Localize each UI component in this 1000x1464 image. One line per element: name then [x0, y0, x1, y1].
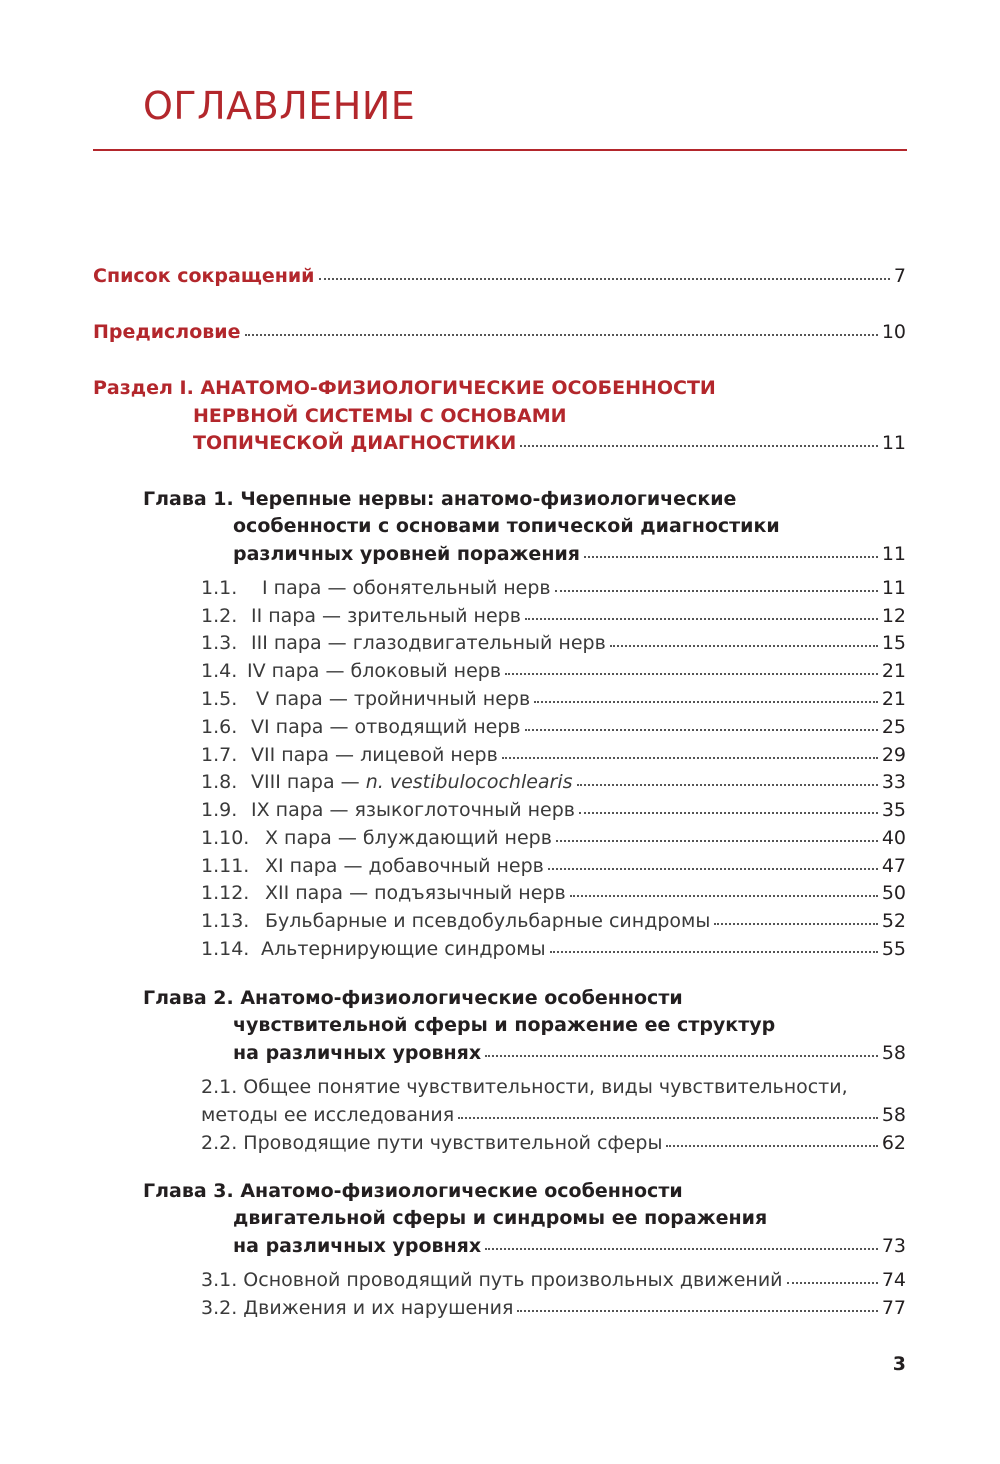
- toc-item-3-1[interactable]: [201, 1269, 906, 1291]
- toc-entry-chapter1[interactable]: [233, 543, 906, 565]
- toc-page-number: 77: [881, 1297, 906, 1319]
- leader-dots: [584, 556, 878, 558]
- toc-page-number: 11: [881, 432, 906, 454]
- leader-dots: [319, 278, 890, 280]
- leader-dots: [579, 812, 878, 814]
- leader-dots: [570, 895, 878, 897]
- toc-page-number: 74: [881, 1269, 906, 1291]
- toc-page-number: 21: [881, 688, 906, 710]
- toc-item-title: IV пара — блоковый нерв: [247, 660, 502, 682]
- toc-item-2-2[interactable]: [201, 1132, 906, 1154]
- toc-item-1-5[interactable]: [201, 688, 906, 710]
- toc-page-number: 11: [881, 577, 906, 599]
- toc-entry-chapter3[interactable]: [233, 1235, 906, 1257]
- toc-page-number: 25: [881, 716, 906, 738]
- toc-item-1-2[interactable]: [201, 605, 906, 627]
- toc-item-3-2[interactable]: [201, 1297, 906, 1319]
- toc-item-title: XII пара — подъязычный нерв: [265, 882, 566, 904]
- leader-dots: [666, 1145, 877, 1147]
- toc-page-number: 52: [881, 910, 906, 932]
- toc-page-number: 11: [881, 543, 906, 565]
- toc-item-title-latin: n. vestibulocochlearis: [365, 771, 573, 793]
- toc-page-number: 50: [881, 882, 906, 904]
- toc-item-number: 1.11.: [201, 855, 250, 877]
- toc-item-number: 1.10.: [201, 827, 250, 849]
- toc-item-title: IX пара — языкоглоточный нерв: [251, 799, 575, 821]
- leader-dots: [525, 729, 878, 731]
- toc-item-1-8[interactable]: [201, 771, 906, 793]
- toc-item-1-7[interactable]: [201, 744, 906, 766]
- toc-item-1-13[interactable]: [201, 910, 906, 932]
- toc-item-title: III пара — глазодвигательный нерв: [251, 632, 606, 654]
- leader-dots: [485, 1248, 878, 1250]
- toc-item-number: 1.12.: [201, 882, 250, 904]
- leader-dots: [525, 618, 878, 620]
- toc-item-title: X пара — блуждающий нерв: [265, 827, 552, 849]
- page-title: ОГЛАВЛЕНИЕ: [143, 84, 416, 128]
- toc-page-number: 58: [881, 1104, 906, 1126]
- toc-page-number: 58: [881, 1042, 906, 1064]
- leader-dots: [550, 951, 878, 953]
- leader-dots: [458, 1117, 878, 1119]
- toc-item-title: Бульбарные и псевдобульбарные синдромы: [265, 910, 711, 932]
- toc-entry-title: Предисловие: [93, 321, 241, 343]
- toc-item-title-prefix: VIII пара —: [251, 771, 366, 793]
- toc-item-number: 1.1.: [201, 577, 238, 599]
- toc-item-title: XI пара — добавочный нерв: [265, 855, 544, 877]
- toc-item-1-3[interactable]: [201, 632, 906, 654]
- toc-page-number: 33: [881, 771, 906, 793]
- chapter3-title-line3: на различных уровнях: [233, 1235, 482, 1257]
- page-number: 3: [892, 1353, 906, 1375]
- toc-item-number: 1.9.: [201, 799, 238, 821]
- toc-item-title: VII пара — лицевой нерв: [251, 744, 498, 766]
- section-title-line2[interactable]: НЕРВНОЙ СИСТЕМЫ С ОСНОВАМИ: [193, 405, 567, 427]
- toc-page-number: 29: [881, 744, 906, 766]
- toc-item-number: 1.3.: [201, 632, 238, 654]
- title-divider: [93, 149, 907, 151]
- toc-page-number: 73: [881, 1235, 906, 1257]
- leader-dots: [714, 923, 877, 925]
- chapter2-title-line3: на различных уровнях: [233, 1042, 482, 1064]
- toc-item-title: V пара — тройничный нерв: [256, 688, 531, 710]
- toc-item-number: 1.13.: [201, 910, 250, 932]
- toc-item-number: 1.2.: [201, 605, 238, 627]
- leader-dots: [520, 445, 877, 447]
- toc-page-number: 47: [881, 855, 906, 877]
- leader-dots: [485, 1055, 878, 1057]
- chapter3-title-line1[interactable]: Глава 3. Анатомо-физиологические особенности: [143, 1180, 683, 1202]
- leader-dots: [555, 590, 878, 592]
- toc-entry-section1[interactable]: [193, 432, 906, 454]
- chapter2-title-line2[interactable]: чувствительной сферы и поражение ее структур: [233, 1014, 776, 1036]
- toc-item-title: VI пара — отводящий нерв: [251, 716, 521, 738]
- toc-page-number: 15: [881, 632, 906, 654]
- toc-entry-title: Список сокращений: [93, 265, 315, 287]
- toc-page-number: 21: [881, 660, 906, 682]
- toc-item-1-11[interactable]: [201, 855, 906, 877]
- leader-dots: [502, 757, 878, 759]
- toc-page-number: 12: [881, 605, 906, 627]
- leader-dots: [505, 673, 878, 675]
- toc-item-title: 2.2. Проводящие пути чувствительной сферы: [201, 1132, 663, 1154]
- leader-dots: [610, 645, 878, 647]
- toc-item-number: 1.8.: [201, 771, 238, 793]
- toc-page-number: 35: [881, 799, 906, 821]
- toc-item-2-1-line1[interactable]: 2.1. Общее понятие чувствительности, виды чувствительности,: [201, 1076, 848, 1098]
- leader-dots: [517, 1310, 877, 1312]
- toc-page-number: 40: [881, 827, 906, 849]
- toc-item-1-4[interactable]: [201, 660, 906, 682]
- leader-dots: [556, 840, 878, 842]
- toc-item-number: 1.4.: [201, 660, 238, 682]
- leader-dots: [534, 701, 878, 703]
- toc-item-title: Альтернирующие синдромы: [261, 938, 546, 960]
- toc-item-1-1[interactable]: [201, 577, 906, 599]
- section-title-line1[interactable]: Раздел I. АНАТОМО-ФИЗИОЛОГИЧЕСКИЕ ОСОБЕННОСТИ: [93, 377, 716, 399]
- toc-item-number: 1.7.: [201, 744, 238, 766]
- section-title-line3: ТОПИЧЕСКОЙ ДИАГНОСТИКИ: [193, 432, 517, 454]
- toc-item-1-10[interactable]: [201, 827, 906, 849]
- toc-item-number: 1.14.: [201, 938, 250, 960]
- leader-dots: [245, 334, 878, 336]
- toc-page-number: 7: [893, 265, 906, 287]
- toc-page-number: 55: [881, 938, 906, 960]
- toc-item-number: 1.6.: [201, 716, 238, 738]
- toc-item-number: 1.5.: [201, 688, 238, 710]
- leader-dots: [548, 868, 878, 870]
- leader-dots: [787, 1282, 878, 1284]
- toc-item-title: 3.1. Основной проводящий путь произвольных движений: [201, 1269, 783, 1291]
- toc-page-number: 10: [881, 321, 906, 343]
- toc-item-1-6[interactable]: [201, 716, 906, 738]
- toc-page-number: 62: [881, 1132, 906, 1154]
- chapter3-title-line2[interactable]: двигательной сферы и синдромы ее поражения: [233, 1207, 768, 1229]
- toc-entry-chapter2[interactable]: [233, 1042, 906, 1064]
- toc-item-title: I пара — обонятельный нерв: [262, 577, 551, 599]
- toc-entry-abbreviations[interactable]: [93, 265, 906, 287]
- chapter1-title-line1[interactable]: Глава 1. Черепные нервы: анатомо-физиологические: [143, 488, 737, 510]
- toc-entry-preface[interactable]: [93, 321, 906, 343]
- toc-item-1-12[interactable]: [201, 882, 906, 904]
- toc-item-1-14[interactable]: [201, 938, 906, 960]
- toc-item-2-1[interactable]: [201, 1104, 906, 1126]
- chapter2-title-line1[interactable]: Глава 2. Анатомо-физиологические особенности: [143, 987, 683, 1009]
- leader-dots: [577, 784, 878, 786]
- toc-item-title: 3.2. Движения и их нарушения: [201, 1297, 514, 1319]
- toc-item-title: II пара — зрительный нерв: [251, 605, 521, 627]
- chapter1-title-line2[interactable]: особенности с основами топической диагностики: [233, 515, 780, 537]
- chapter1-title-line3: различных уровней поражения: [233, 543, 580, 565]
- toc-item-title: методы ее исследования: [201, 1104, 455, 1126]
- toc-item-1-9[interactable]: [201, 799, 906, 821]
